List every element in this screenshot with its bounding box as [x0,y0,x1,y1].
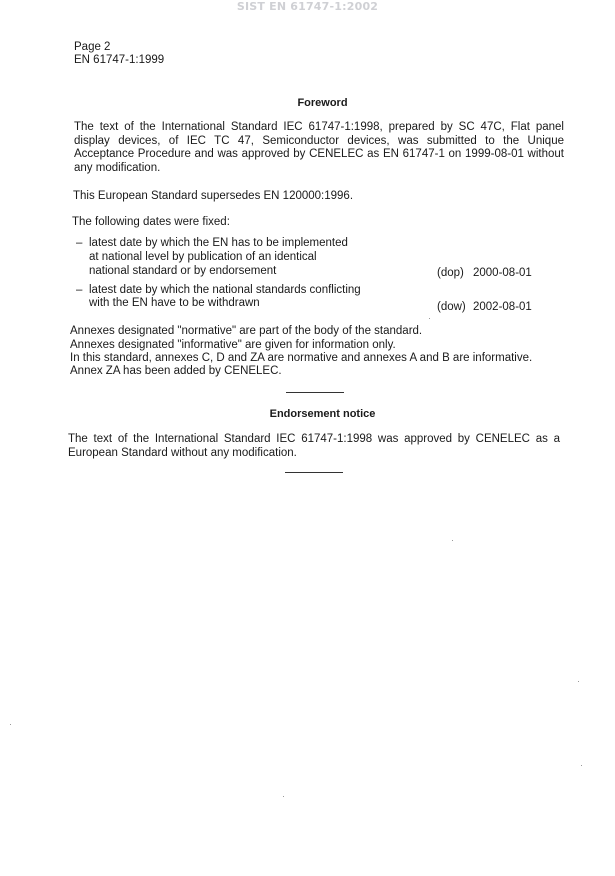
annex-line: Annexes designated "informative" are given for information only. [70,339,396,351]
foreword-paragraph-1: The text of the International Standard IEC 61747-1:1998, prepared by SC 47C, Flat panel display devices, of IEC TC 47, Semiconductor devices, was submitted to the Unique Acceptance Procedure and was approved by CENELEC as EN 61747-1 on 1999-08-01 without any modification. [74,121,564,174]
annex-line: Annexes designated "normative" are part of the body of the standard. [70,325,423,337]
section-divider [285,472,343,473]
endorsement-heading: Endorsement notice [269,408,376,420]
scan-speck [578,681,579,682]
scan-speck [283,796,284,797]
list-dash: – [76,284,83,296]
date-item-line: at national level by publication of an identical [89,251,317,263]
dates-intro: The following dates were fixed: [72,216,230,228]
foreword-heading: Foreword [297,97,348,109]
list-dash: – [76,237,83,249]
endorsement-paragraph: The text of the International Standard IEC 61747-1:1998 was approved by CENELEC as a European Standard without any modification. [68,433,560,459]
annex-line: Annex ZA has been added by CENELEC. [70,365,282,377]
page-number: Page 2 [74,41,111,53]
annex-line: In this standard, annexes C, D and ZA are normative and annexes A and B are informative. [70,352,533,364]
date-item-line: latest date by which the national standards conflicting [89,284,361,296]
date-item-line: with the EN have to be withdrawn [89,297,260,309]
supersedes-paragraph: This European Standard supersedes EN 120000:1996. [73,190,354,202]
section-divider [286,392,344,393]
scan-speck [581,765,582,766]
watermark-text: SIST EN 61747-1:2002 [236,0,379,13]
date-value: 2002-08-01 [473,301,532,313]
date-item-line: latest date by which the EN has to be implemented [89,237,348,249]
date-item-line: national standard or by endorsement [89,265,277,277]
scan-speck [429,318,430,319]
date-code: (dop) [437,267,464,279]
scan-speck [10,724,11,725]
date-value: 2000-08-01 [473,267,532,279]
document-id: EN 61747-1:1999 [74,54,165,66]
date-code: (dow) [437,301,466,313]
scan-speck [452,540,453,541]
